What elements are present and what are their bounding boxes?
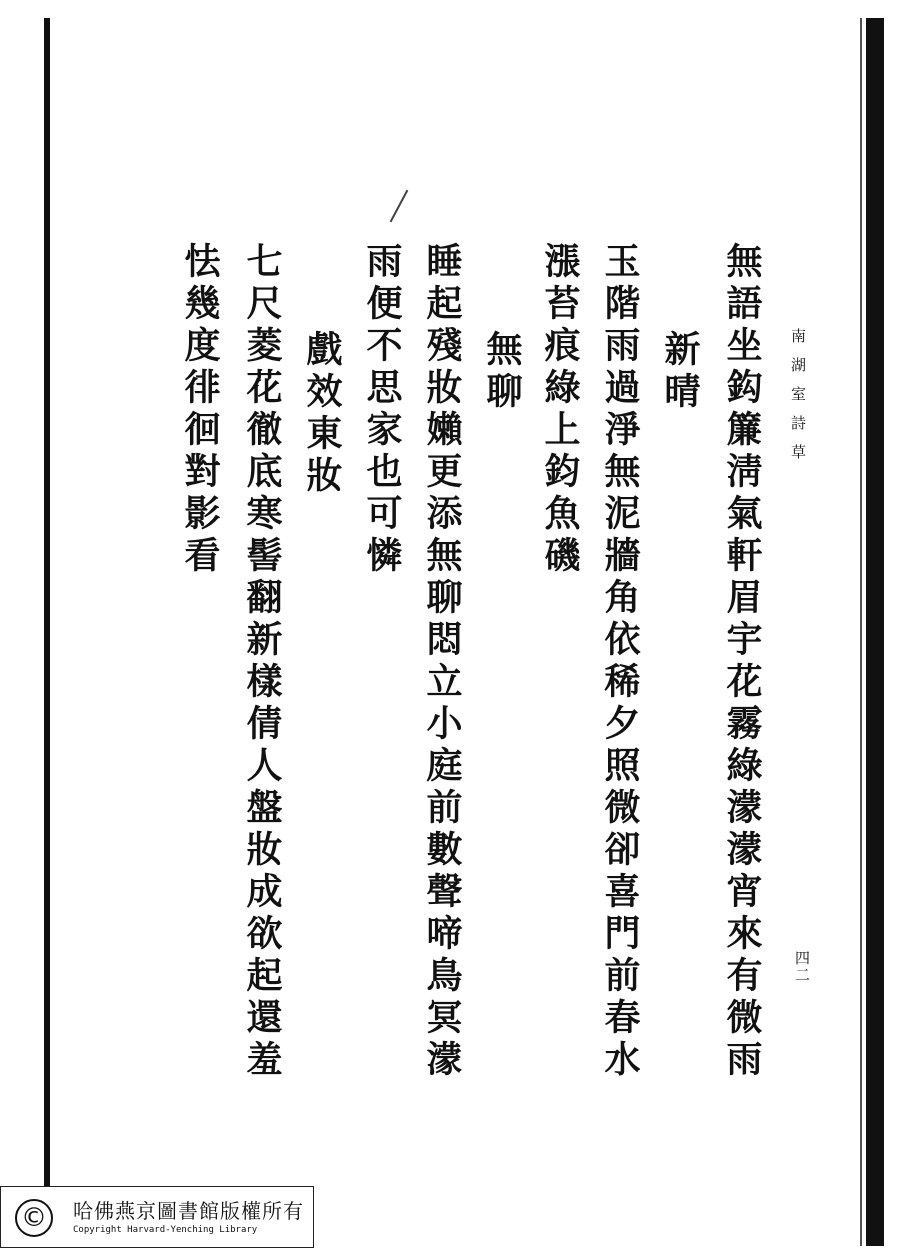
poem-line-5: 雨便不思家也可憐 [361, 242, 403, 578]
right-page-edge [866, 18, 884, 1246]
stamp-title: 哈佛燕京圖書館版權所有 [73, 1199, 304, 1223]
poem-line-1: 無語坐鈎簾淸氣軒眉宇花霧綠濛濛宵來有微雨 [721, 242, 763, 1082]
ink-mark [390, 190, 409, 223]
poem-title-wuliao: 無聊 [481, 330, 523, 414]
poem-line-3: 漲苔痕綠上鈞魚磯 [539, 242, 581, 578]
right-page-edge-line [860, 18, 862, 1246]
copyright-stamp [0, 1186, 314, 1248]
stamp-subtitle: Copyright Harvard-Yenching Library [73, 1225, 258, 1235]
page-number: 四二 [793, 950, 811, 984]
poem-line-7: 怯幾度徘徊對影看 [179, 242, 221, 578]
poem-line-4: 睡起殘妝嬾更添無聊悶立小庭前數聲啼鳥冥濛 [421, 242, 463, 1082]
poem-title-xinqing: 新晴 [659, 330, 701, 414]
poem-line-6: 七尺菱花徹底寒髻翻新樣倩人盤妝成欲起還羞 [241, 242, 283, 1082]
book-title-header: 南湖室詩草 [789, 328, 807, 473]
left-page-edge [44, 18, 50, 1186]
copyright-icon: © [15, 1199, 53, 1237]
poem-line-2: 玉階雨過淨無泥牆角依稀夕照微卻喜門前春水 [599, 242, 641, 1082]
poem-title-xixiao: 戲效東妝 [301, 330, 343, 498]
